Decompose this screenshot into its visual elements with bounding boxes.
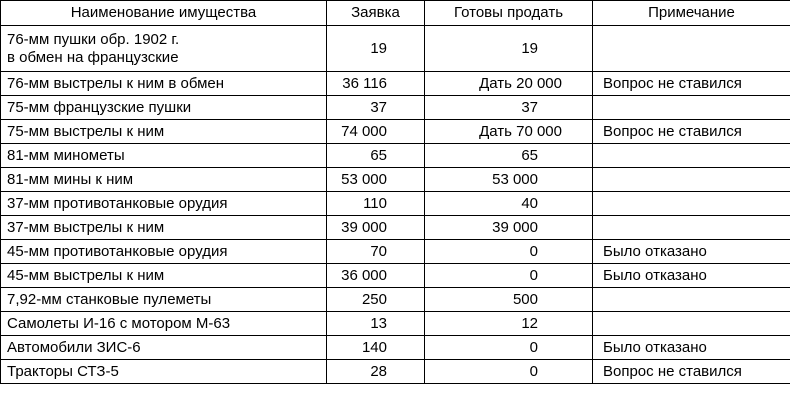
table-row — [1, 240, 790, 264]
ready-cell: 39 000 — [425, 216, 593, 240]
note-cell — [593, 288, 790, 312]
ready-cell: 0 — [425, 336, 593, 360]
note-cell — [593, 26, 790, 72]
item-name: 37-мм противотанковые орудия — [1, 192, 327, 216]
request-cell: 36 000 — [327, 264, 425, 288]
ready-cell: 65 — [425, 144, 593, 168]
item-name: 76-мм выстрелы к ним в обмен — [1, 72, 327, 96]
ready-cell: 500 — [425, 288, 593, 312]
table-row — [1, 144, 790, 168]
note-cell: Вопрос не ставился — [593, 360, 790, 384]
item-name: 45-мм противотанковые орудия — [1, 240, 327, 264]
item-name: 81-мм минометы — [1, 144, 327, 168]
header-name: Наименование имущества — [1, 1, 327, 26]
item-name: Автомобили ЗИС-6 — [1, 336, 327, 360]
note-cell — [593, 168, 790, 192]
header-ready: Готовы продать — [425, 1, 593, 26]
item-name: 37-мм выстрелы к ним — [1, 216, 327, 240]
note-cell: Было отказано — [593, 336, 790, 360]
item-name-line: 76-мм пушки обр. 1902 г. — [7, 30, 180, 48]
ready-cell: 37 — [425, 96, 593, 120]
table-row — [1, 216, 790, 240]
note-cell: Вопрос не ставился — [593, 120, 790, 144]
ready-cell: 40 — [425, 192, 593, 216]
request-cell: 250 — [327, 288, 425, 312]
table-row — [1, 96, 790, 120]
request-cell: 53 000 — [327, 168, 425, 192]
table-row — [1, 192, 790, 216]
item-name: 45-мм выстрелы к ним — [1, 264, 327, 288]
ready-cell: 19 — [425, 26, 593, 72]
request-cell: 70 — [327, 240, 425, 264]
header-note: Примечание — [593, 1, 790, 26]
ready-cell: 0 — [425, 240, 593, 264]
table-row — [1, 288, 790, 312]
table-row — [1, 168, 790, 192]
header-request: Заявка — [327, 1, 425, 26]
request-cell: 13 — [327, 312, 425, 336]
request-cell: 28 — [327, 360, 425, 384]
table-row — [1, 312, 790, 336]
note-cell: Вопрос не ставился — [593, 72, 790, 96]
note-cell — [593, 96, 790, 120]
item-name-line: в обмен на французские — [7, 48, 179, 66]
table-row — [1, 360, 790, 384]
table-row — [1, 120, 790, 144]
item-name: Самолеты И-16 с мотором М-63 — [1, 312, 327, 336]
ready-cell: Дать 70 000 — [425, 120, 593, 144]
note-cell — [593, 216, 790, 240]
table-row — [1, 26, 790, 72]
note-cell: Было отказано — [593, 264, 790, 288]
ready-cell: 0 — [425, 264, 593, 288]
request-cell: 36 116 — [327, 72, 425, 96]
note-cell — [593, 312, 790, 336]
request-cell: 19 — [327, 26, 425, 72]
request-cell: 65 — [327, 144, 425, 168]
request-cell: 39 000 — [327, 216, 425, 240]
ready-cell: Дать 20 000 — [425, 72, 593, 96]
header-row — [1, 1, 790, 26]
request-cell: 37 — [327, 96, 425, 120]
item-name — [1, 26, 327, 72]
ready-cell: 0 — [425, 360, 593, 384]
ready-cell: 12 — [425, 312, 593, 336]
item-name: 81-мм мины к ним — [1, 168, 327, 192]
request-cell: 110 — [327, 192, 425, 216]
note-cell — [593, 192, 790, 216]
request-cell: 74 000 — [327, 120, 425, 144]
ready-cell: 53 000 — [425, 168, 593, 192]
item-name: 75-мм выстрелы к ним — [1, 120, 327, 144]
table-row — [1, 72, 790, 96]
item-name: 7,92-мм станковые пулеметы — [1, 288, 327, 312]
item-name: 75-мм французские пушки — [1, 96, 327, 120]
note-cell — [593, 144, 790, 168]
note-cell: Было отказано — [593, 240, 790, 264]
request-cell: 140 — [327, 336, 425, 360]
item-name: Тракторы СТЗ-5 — [1, 360, 327, 384]
table-row — [1, 264, 790, 288]
table-row — [1, 336, 790, 360]
